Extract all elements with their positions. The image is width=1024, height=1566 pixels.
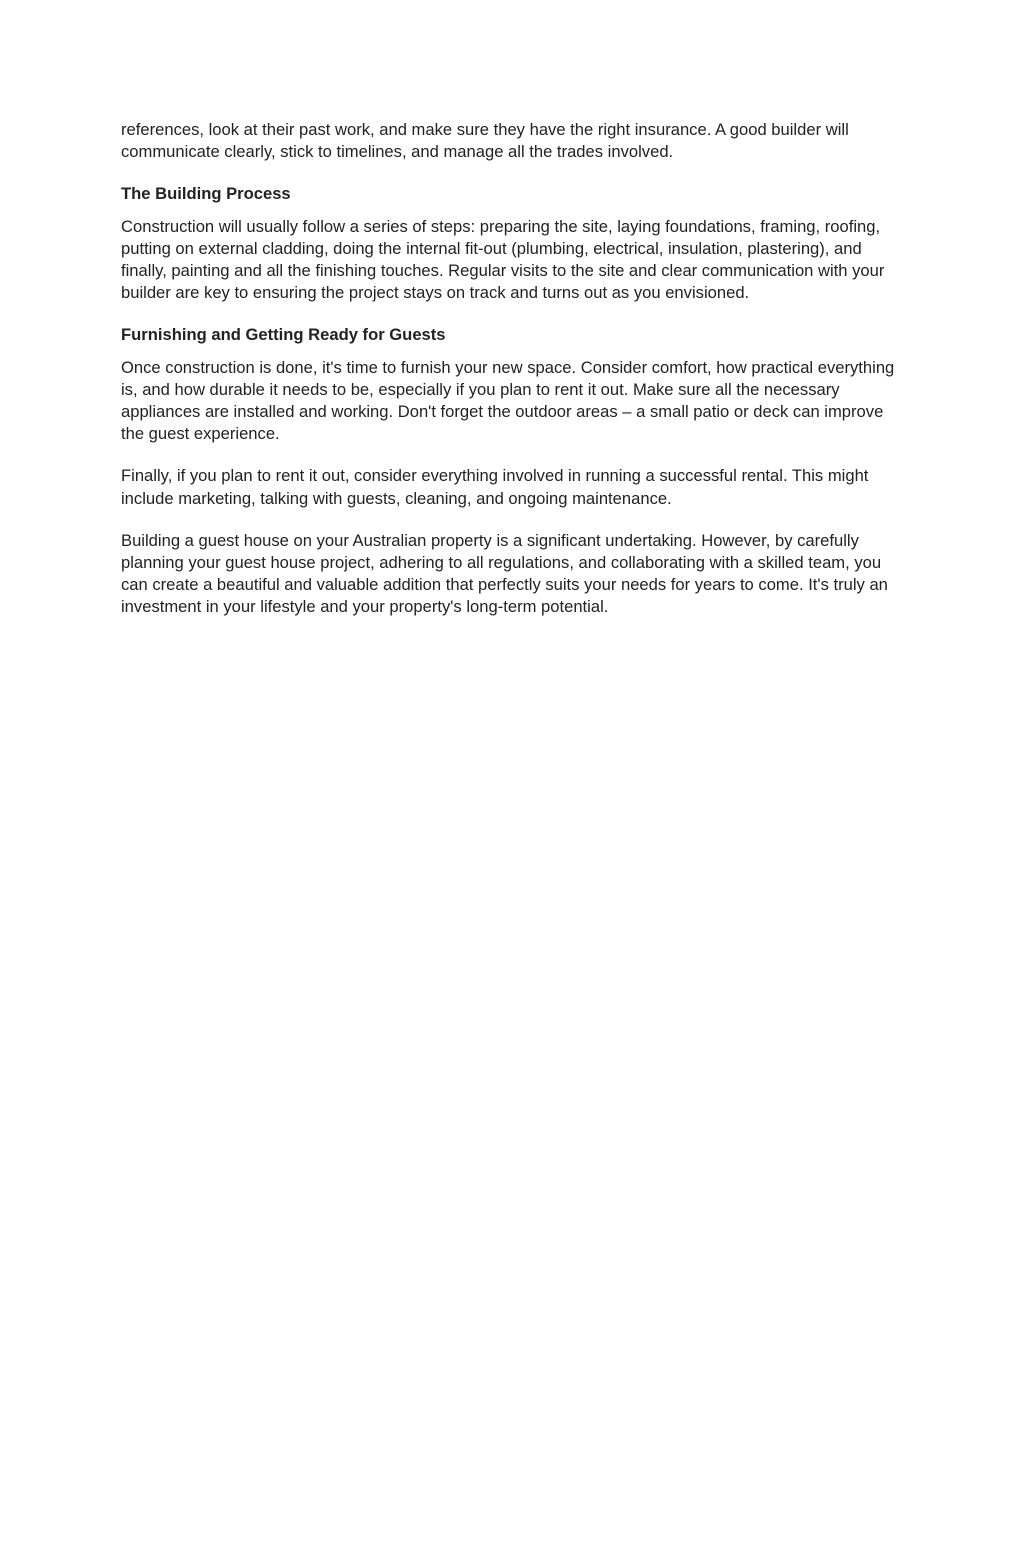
paragraph-building-process: Construction will usually follow a series of steps: preparing the site, laying foundations, framing, roofing, putting on external cladding, doing the internal fit-out (plumbing, electrical, insulation, plastering), and finally, painting and all the finishing touches. Regular visits to the site and clear communication with your builder are key to ensuring the project stays on track and turns out as you envisioned. [121,216,885,303]
paragraph-conclusion: Building a guest house on your Australian property is a significant undertaking. However, by carefully planning your guest house project, adhering to all regulations, and collaborating with a skilled team, you can create a beautiful and valuable addition that perfectly suits your needs for years to come. It's truly an investment in your lifestyle and your property's long-term potential. [121,530,888,617]
paragraph-continued: references, look at their past work, and make sure they have the right insurance. A good builder will communicate clearly, stick to timelines, and manage all the trades involved. [121,120,849,162]
heading-building-process: The Building Process [121,184,291,204]
document-body [121,119,906,639]
heading-furnishing: Furnishing and Getting Ready for Guests [121,325,446,345]
paragraph-rental: Finally, if you plan to rent it out, consider everything involved in running a successful rental. This might include marketing, talking with guests, cleaning, and ongoing maintenance. [121,466,869,508]
paragraph-furnishing: Once construction is done, it's time to furnish your new space. Consider comfort, how practical everything is, and how durable it needs to be, especially if you plan to rent it out. Make sure all the necessary appliances are installed and working. Don't forget the outdoor areas – a small patio or deck can improve the guest experience. [121,357,895,444]
